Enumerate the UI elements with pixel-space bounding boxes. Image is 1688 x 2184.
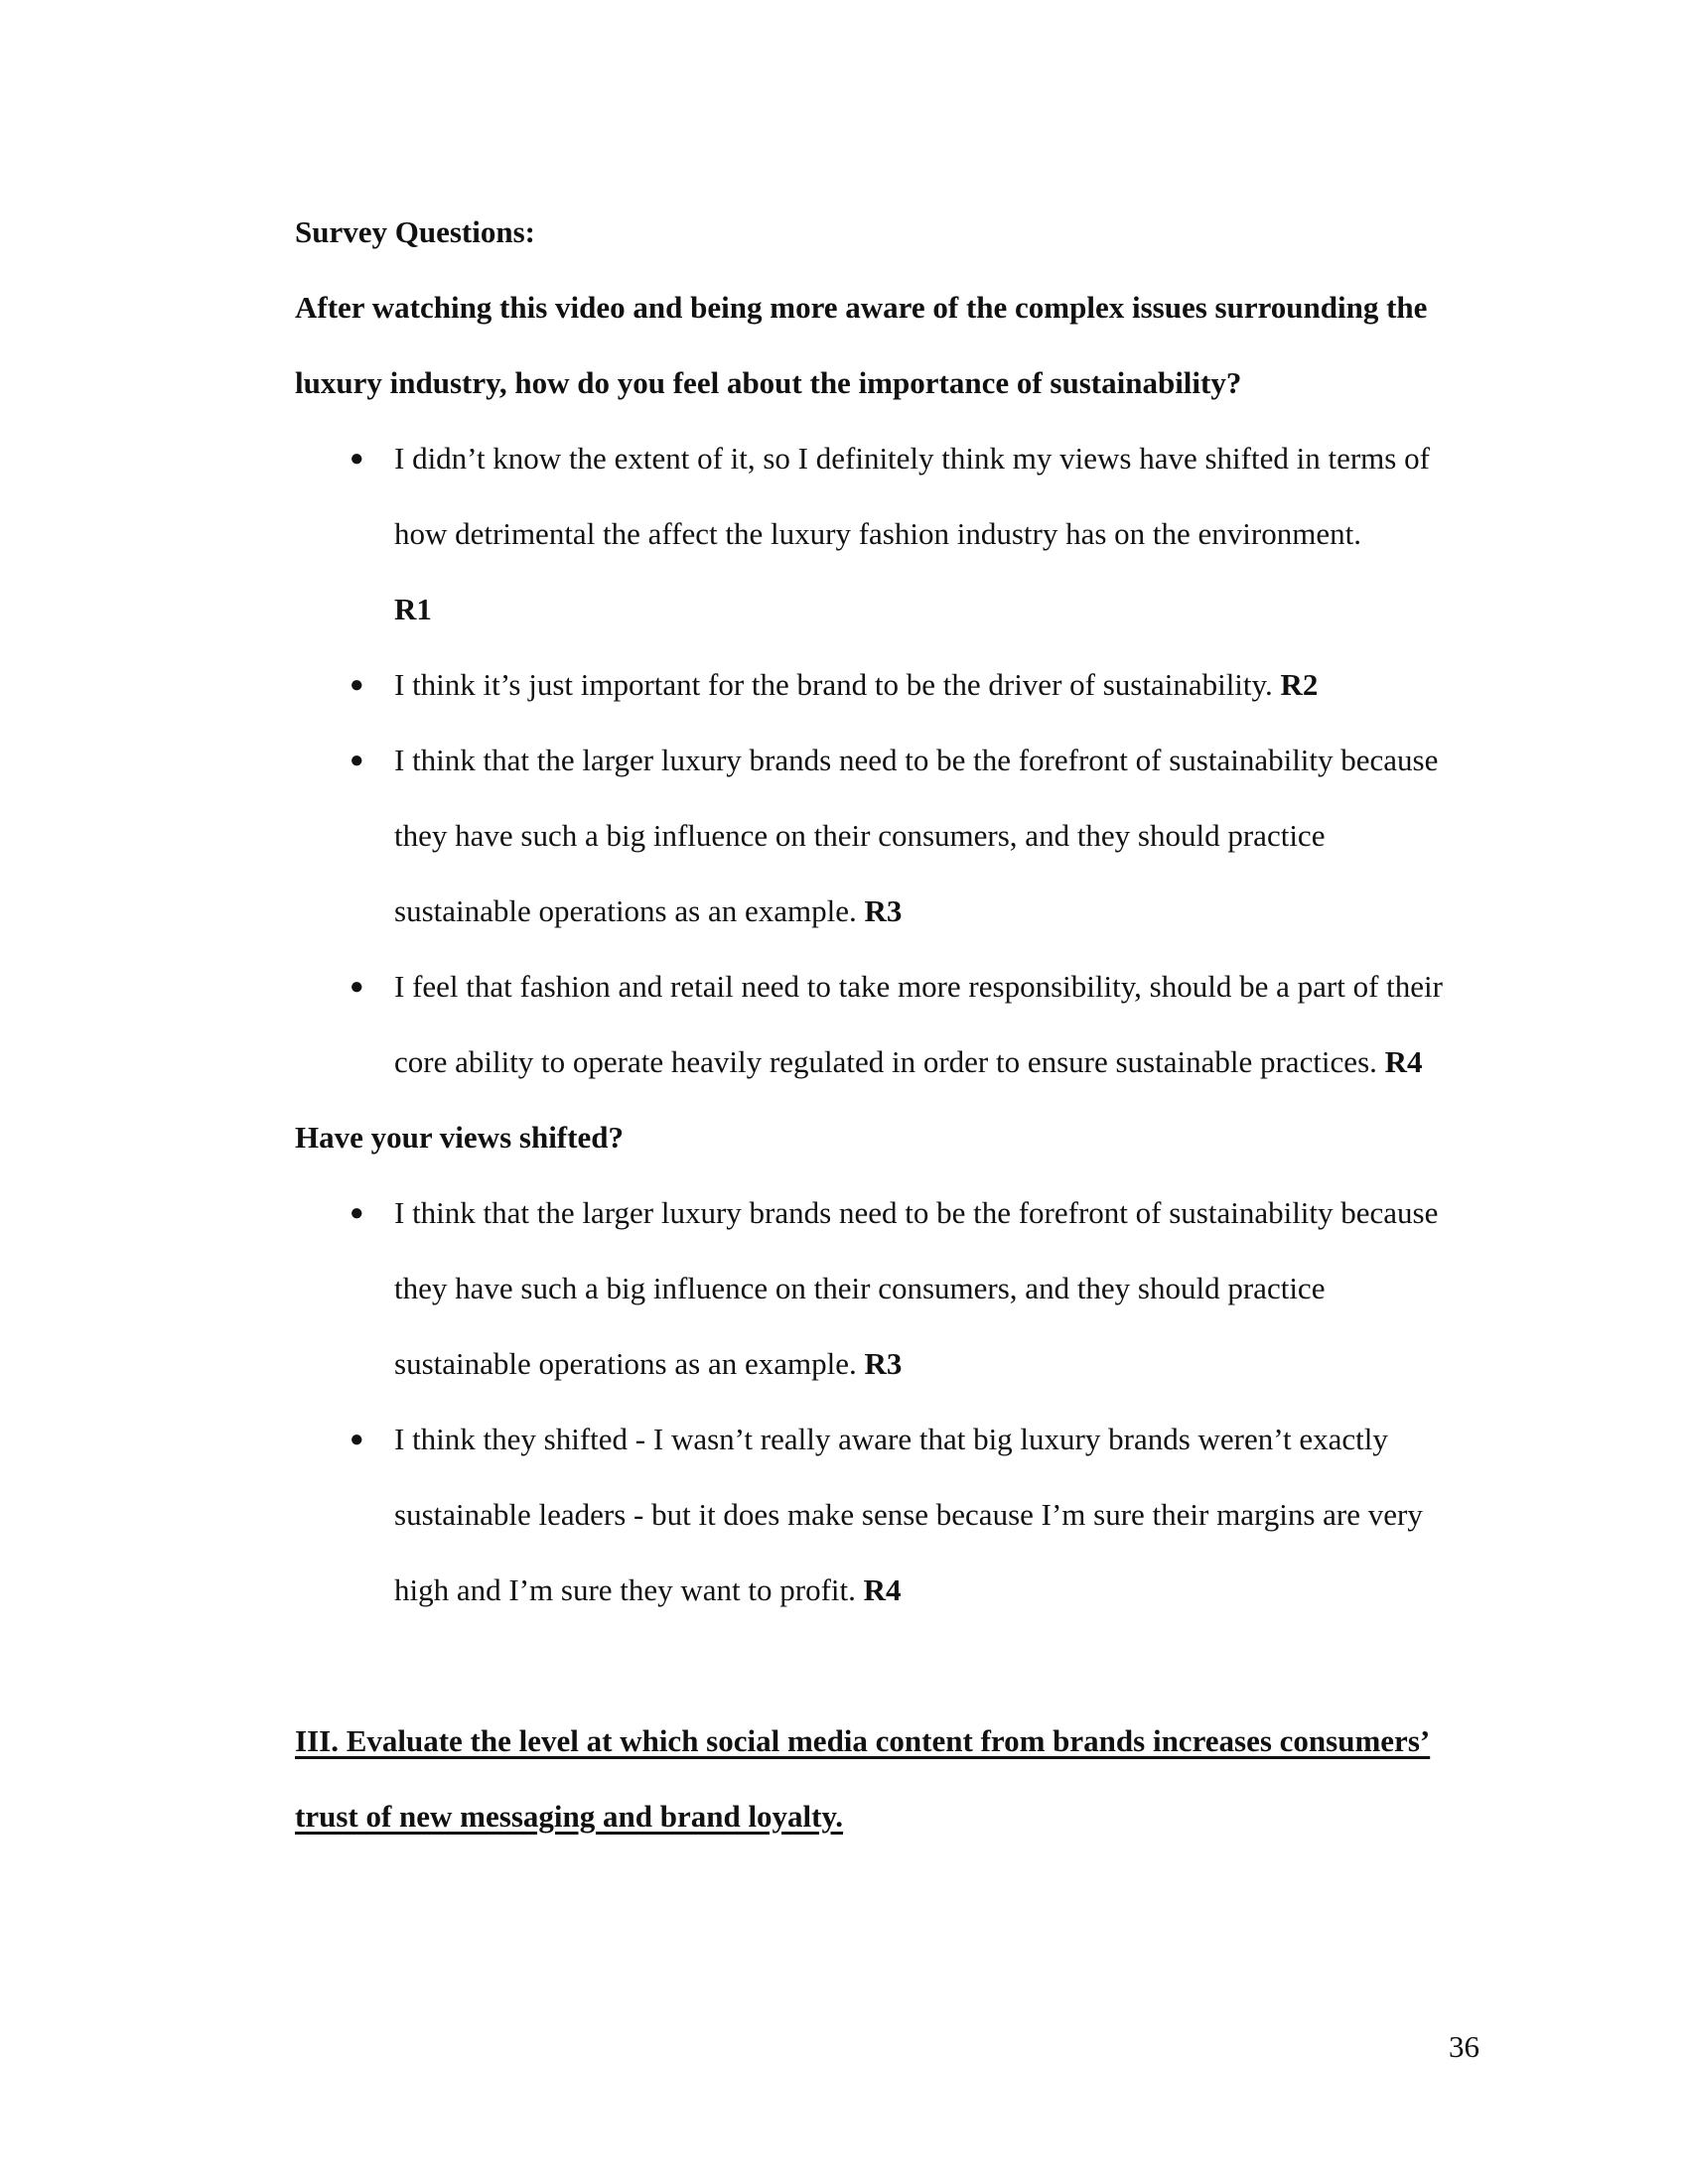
- page-number: 36: [1449, 2029, 1479, 2064]
- answer-text: I think that the larger luxury brands need to be the forefront of sustainability because they have such a big influence on their consumers, and they should practice sustainable operations as an example.: [394, 743, 1439, 928]
- list-item: [295, 1175, 1467, 1402]
- section-spacer: [295, 1628, 1467, 1704]
- respondent-tag: R3: [864, 1346, 903, 1381]
- survey-questions-label: Survey Questions:: [295, 214, 535, 249]
- respondent-tag: R4: [1384, 1044, 1423, 1079]
- bullet-icon: ●: [350, 672, 364, 698]
- bullet-icon: ●: [350, 974, 364, 1000]
- list-item: [295, 647, 1467, 723]
- list-item: [295, 723, 1467, 949]
- list-item: [295, 1402, 1467, 1628]
- answers-list-1: [295, 421, 1467, 1100]
- bullet-icon: ●: [350, 446, 364, 472]
- answers-list-2: [295, 1175, 1467, 1628]
- respondent-tag: R2: [1280, 667, 1319, 702]
- answer-text: I feel that fashion and retail need to take more responsibility, should be a part of their core ability to operate heavily regulated in order to ensure sustainable practices.: [394, 969, 1443, 1079]
- respondent-tag: R4: [863, 1572, 902, 1607]
- bullet-icon: ●: [350, 1427, 364, 1452]
- respondent-tag: R3: [864, 893, 903, 928]
- list-item: [295, 949, 1467, 1100]
- bullet-icon: ●: [350, 1200, 364, 1226]
- bullet-icon: ●: [350, 748, 364, 773]
- list-item: [295, 421, 1467, 647]
- answer-text: I think that the larger luxury brands need to be the forefront of sustainability because they have such a big influence on their consumers, and they should practice sustainable operations as an example.: [394, 1195, 1439, 1381]
- answer-text: I think they shifted - I wasn’t really aware that big luxury brands weren’t exactly sustainable leaders - but it does make sense because I’m sure their margins are very high and I’m sure they want to profit.: [394, 1422, 1423, 1607]
- page-body: [295, 195, 1467, 1854]
- question-sustainability-importance: After watching this video and being more aware of the complex issues surrounding the luxury industry, how do you feel about the importance of sustainability?: [295, 290, 1428, 400]
- section-heading: III. Evaluate the level at which social media content from brands increases consumers’ trust of new messaging and brand loyalty.: [295, 1723, 1431, 1834]
- question-views-shifted: Have your views shifted?: [295, 1120, 624, 1155]
- answer-text: I didn’t know the extent of it, so I definitely think my views have shifted in terms of how detrimental the affect the luxury fashion industry has on the environment.: [394, 441, 1430, 551]
- answer-text: I think it’s just important for the brand to be the driver of sustainability.: [394, 667, 1273, 702]
- respondent-tag: R1: [394, 592, 432, 626]
